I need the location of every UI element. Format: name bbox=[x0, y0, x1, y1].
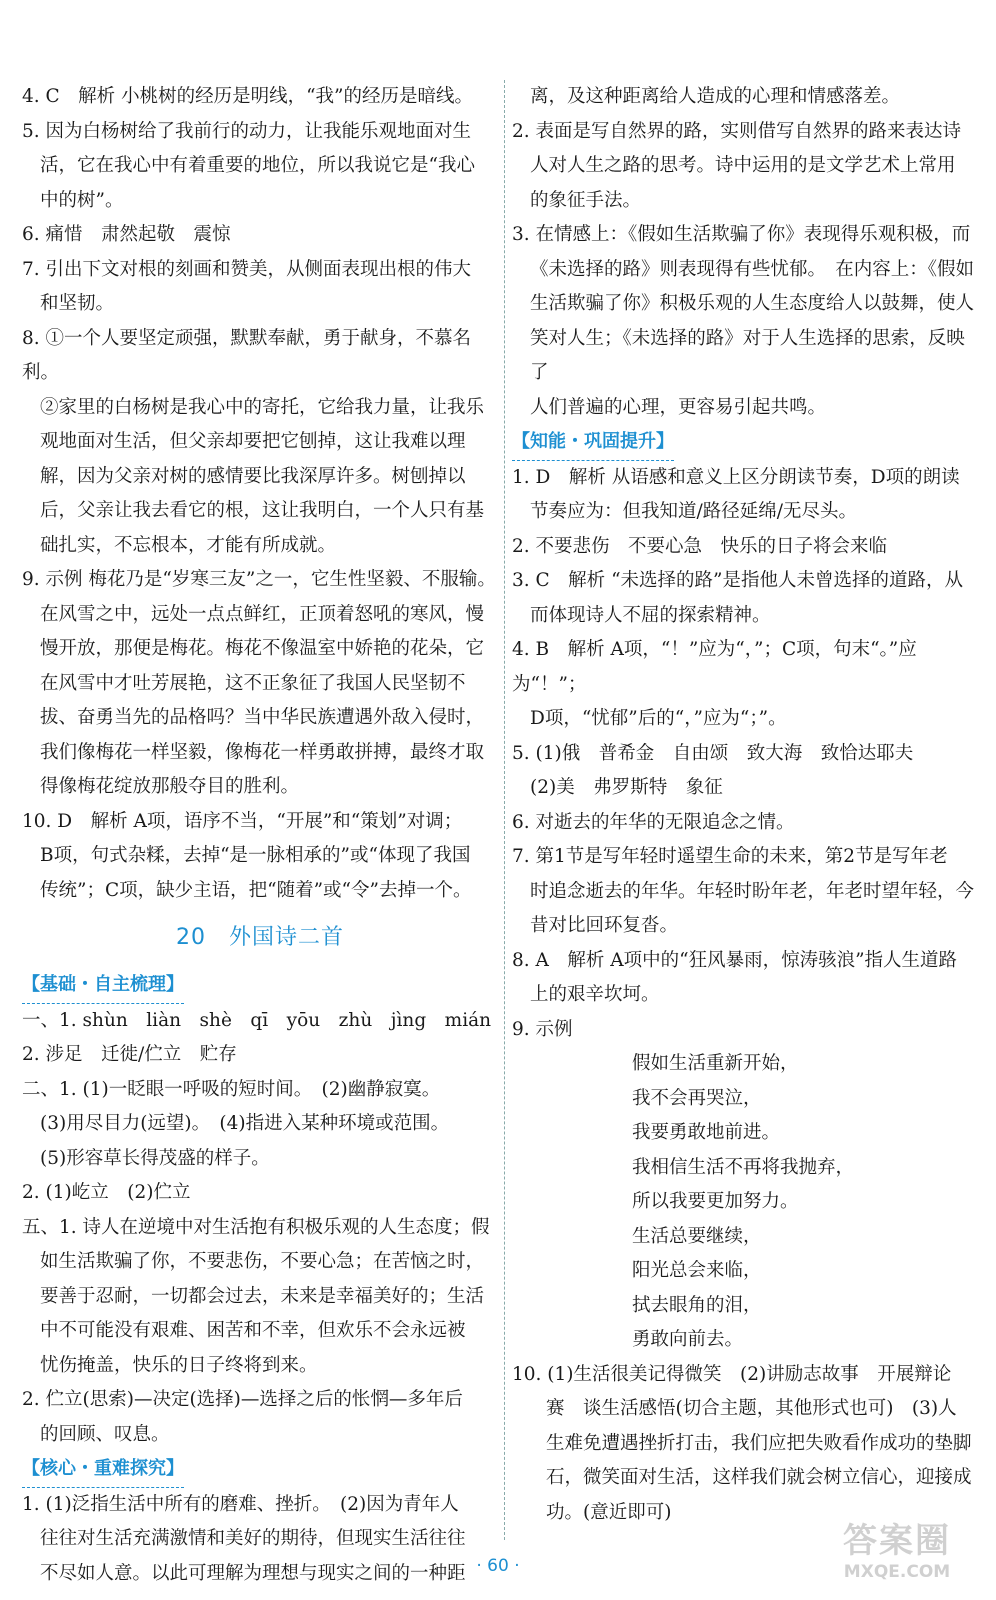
answer-line: 后，父亲让我去看它的根，这让我明白，一个人只有基 bbox=[40, 500, 485, 521]
answer-line: 拔、奋勇当先的品格吗？当中华民族遭遇外敌入侵时， bbox=[40, 707, 485, 728]
poem-line: 阳光总会来临， bbox=[632, 1260, 762, 1281]
answer-line: B项，句式杂糅，去掉“是一脉相承的”或“体现了我国 bbox=[40, 845, 471, 866]
answer-line: 得像梅花绽放那般夺目的胜利。 bbox=[40, 776, 300, 797]
poem-line: 我要勇敢地前进。 bbox=[632, 1122, 781, 1143]
answer-line: 赛 谈生活感悟(切合主题，其他形式也可) (3)人 bbox=[546, 1398, 957, 1419]
example-poem bbox=[512, 1047, 980, 1358]
poem-line: 拭去眼角的泪， bbox=[632, 1294, 762, 1316]
answer-line: ②家里的白杨树是我心中的寄托，它给我力量，让我乐 bbox=[40, 396, 485, 418]
watermark-url: MXQE.COM bbox=[843, 1562, 951, 1582]
poem-line: 我不会再哭泣， bbox=[632, 1087, 762, 1109]
answer-line: 慢开放，那便是梅花。梅花不像温室中娇艳的花朵，它 bbox=[40, 638, 485, 659]
answer-line: 石，微笑面对生活，这样我们就会树立信心，迎接成 bbox=[546, 1467, 972, 1488]
answer-line: 5. (1)俄 普希金 自由颂 致大海 致恰达耶夫 bbox=[512, 742, 914, 764]
section-heading-core: 【核心・重难探究】 bbox=[22, 1452, 184, 1488]
answer-line: 2. 涉足 迁徙/伫立 贮存 bbox=[22, 1044, 237, 1065]
answer-line: 础扎实，不忘根本，才能有所成就。 bbox=[40, 534, 337, 556]
answer-line: 生活欺骗了你》积极乐观的人生态度给人以鼓舞，使人 bbox=[530, 293, 975, 314]
poem-line: 我相信生活不再将我抛弃， bbox=[632, 1156, 855, 1178]
answer-line: (2)美 弗罗斯特 象征 bbox=[530, 777, 723, 798]
answer-line: 2. (1)屹立 (2)伫立 bbox=[22, 1182, 191, 1203]
answer-line: 中不可能没有艰难、困苦和不幸，但欢乐不会永远被 bbox=[40, 1320, 466, 1341]
answer-line: 9. 示例 梅花乃是“岁寒三友”之一，它生性坚毅、不服输。 bbox=[22, 569, 496, 590]
answer-line: 我们像梅花一样坚毅，像梅花一样勇敢拼搏，最终才取 bbox=[40, 741, 485, 763]
answer-line: 解，因为父亲对树的感情要比我深厚许多。树刨掉以 bbox=[40, 465, 466, 487]
answer-line: 4. B 解析 A项，“！”应为“，”；C项，句末“。”应为“！”； bbox=[512, 639, 917, 695]
answer-line: 9. 示例 bbox=[512, 1018, 573, 1040]
answer-line: D项，“忧郁”后的“，”应为“；”。 bbox=[530, 708, 787, 729]
answer-line: 人们普遍的心理，更容易引起共鸣。 bbox=[530, 396, 827, 418]
answer-line: 6. 痛惜 肃然起敬 震惊 bbox=[22, 224, 231, 245]
answer-line: 1. (1)泛指生活中所有的磨难、挫折。 (2)因为青年人 bbox=[22, 1493, 459, 1515]
answer-line: 五、1. 诗人在逆境中对生活抱有积极乐观的人生态度；假 bbox=[22, 1216, 490, 1238]
answer-line: 昔对比回环复沓。 bbox=[530, 915, 679, 936]
column-divider bbox=[504, 80, 505, 1540]
poem-line: 勇敢向前去。 bbox=[632, 1329, 744, 1350]
answer-line: 节奏应为：但我知道/路径延绵/无尽头。 bbox=[530, 501, 857, 522]
poem-line: 生活总要继续， bbox=[632, 1225, 762, 1247]
answer-line: 如生活欺骗了你，不要悲伤，不要心急；在苦恼之时， bbox=[40, 1251, 485, 1272]
answer-line: 人对人生之路的思考。诗中运用的是文学艺术上常用 bbox=[530, 155, 956, 176]
answer-line: 要善于忍耐，一切都会过去，未来是幸福美好的；生活 bbox=[40, 1285, 485, 1307]
answer-line: 笑对人生；《未选择的路》对于人生选择的思索，反映了 bbox=[530, 327, 965, 383]
lesson-title: 20 外国诗二首 bbox=[176, 925, 344, 950]
left-column bbox=[22, 80, 498, 1591]
answer-line: 功。(意近即可) bbox=[546, 1501, 672, 1523]
answer-line: 忧伤掩盖，快乐的日子终将到来。 bbox=[40, 1354, 318, 1376]
answer-line: 离，及这种距离给人造成的心理和情感落差。 bbox=[530, 86, 901, 107]
answer-line: 在风雪中才吐芳展艳，这不正象征了我国人民坚韧不 bbox=[40, 672, 466, 694]
page-number: · 60 · bbox=[476, 1556, 520, 1576]
answer-line: 时追念逝去的年华。年轻时盼年老，年老时望年轻，今 bbox=[530, 880, 975, 902]
answer-line: (3)用尽目力(远望)。 (4)指进入某种环境或范围。 bbox=[40, 1113, 450, 1134]
answer-line: 上的艰辛坎坷。 bbox=[530, 984, 660, 1005]
answer-line: 8. A 解析 A项中的“狂风暴雨，惊涛骇浪”指人生道路 bbox=[512, 949, 958, 971]
answer-line: 7. 第1节是写年轻时遥望生命的未来，第2节是写年老 bbox=[512, 846, 948, 867]
watermark-text: 答案圈 bbox=[843, 1521, 951, 1561]
answer-line: 10. (1)生活很美记得微笑 (2)讲励志故事 开展辩论 bbox=[512, 1363, 952, 1385]
right-column bbox=[512, 80, 980, 1530]
answer-line: 3. C 解析 “未选择的路”是指他人未曾选择的道路，从 bbox=[512, 570, 963, 591]
answer-line: 6. 对逝去的年华的无限追念之情。 bbox=[512, 811, 795, 833]
answer-line: 观地面对生活，但父亲却要把它刨掉，这让我难以理 bbox=[40, 431, 466, 452]
answer-line: 4. C 解析 小桃树的经历是明线，“我”的经历是暗线。 bbox=[22, 86, 473, 107]
answer-line: 8. ①一个人要坚定顽强，默默奉献，勇于献身，不慕名利。 bbox=[22, 327, 472, 383]
answer-line: 生难免遭遇挫折打击，我们应把失败看作成功的垫脚 bbox=[546, 1432, 972, 1454]
answer-line: 3. 在情感上：《假如生活欺骗了你》表现得乐观积极，而 bbox=[512, 224, 971, 245]
answer-line: 传统”；C项，缺少主语，把“随着”或“令”去掉一个。 bbox=[40, 879, 472, 901]
answer-line: 活，它在我心中有着重要的地位，所以我说它是“我心 bbox=[40, 155, 475, 176]
answer-line: 10. D 解析 A项，语序不当，“开展”和“策划”对调； bbox=[22, 810, 463, 832]
poem-line: 所以我要更加努力。 bbox=[632, 1191, 799, 1212]
answer-line: 的回顾、叹息。 bbox=[40, 1423, 170, 1445]
answer-line: 《未选择的路》则表现得有些忧郁。 在内容上：《假如 bbox=[530, 258, 975, 280]
section-heading-basic: 【基础・自主梳理】 bbox=[22, 968, 184, 1004]
answer-line: 2. 伫立(思索)—决定(选择)—选择之后的怅惘—多年后 bbox=[22, 1389, 463, 1410]
section-heading-knowledge: 【知能・巩固提升】 bbox=[512, 425, 674, 461]
answer-line: 往往对生活充满激情和美好的期待，但现实生活往往 bbox=[40, 1528, 466, 1549]
answer-line: (5)形容草长得茂盛的样子。 bbox=[40, 1147, 270, 1169]
answer-line: 不尽如人意。以此可理解为理想与现实之间的一种距 bbox=[40, 1562, 466, 1584]
answer-line: 和坚韧。 bbox=[40, 293, 115, 314]
watermark-logo bbox=[822, 1520, 972, 1590]
answer-line: 中的树”。 bbox=[40, 189, 124, 211]
answer-line: 7. 引出下文对根的刻画和赞美，从侧面表现出根的伟大 bbox=[22, 258, 472, 280]
answer-line: 的象征手法。 bbox=[530, 189, 642, 211]
answer-line: 5. 因为白杨树给了我前行的动力，让我能乐观地面对生 bbox=[22, 120, 472, 142]
answer-line: 而体现诗人不屈的探索精神。 bbox=[530, 604, 771, 626]
answer-line: 2. 不要悲伤 不要心急 快乐的日子将会来临 bbox=[512, 535, 888, 557]
poem-line: 假如生活重新开始， bbox=[632, 1053, 799, 1074]
answer-line: 2. 表面是写自然界的路，实则借写自然界的路来表达诗 bbox=[512, 120, 962, 142]
answer-line: 1. D 解析 从语感和意义上区分朗读节奏，D项的朗读 bbox=[512, 466, 960, 488]
answer-line: 二、1. (1)一眨眼一呼吸的短时间。 (2)幽静寂寞。 bbox=[22, 1078, 441, 1100]
answer-line: 在风雪之中，远处一点点鲜红，正顶着怒吼的寒风，慢 bbox=[40, 603, 485, 625]
answer-line: 一、1. shùn liàn shè qī yōu zhù jìng mián bbox=[22, 1009, 492, 1031]
